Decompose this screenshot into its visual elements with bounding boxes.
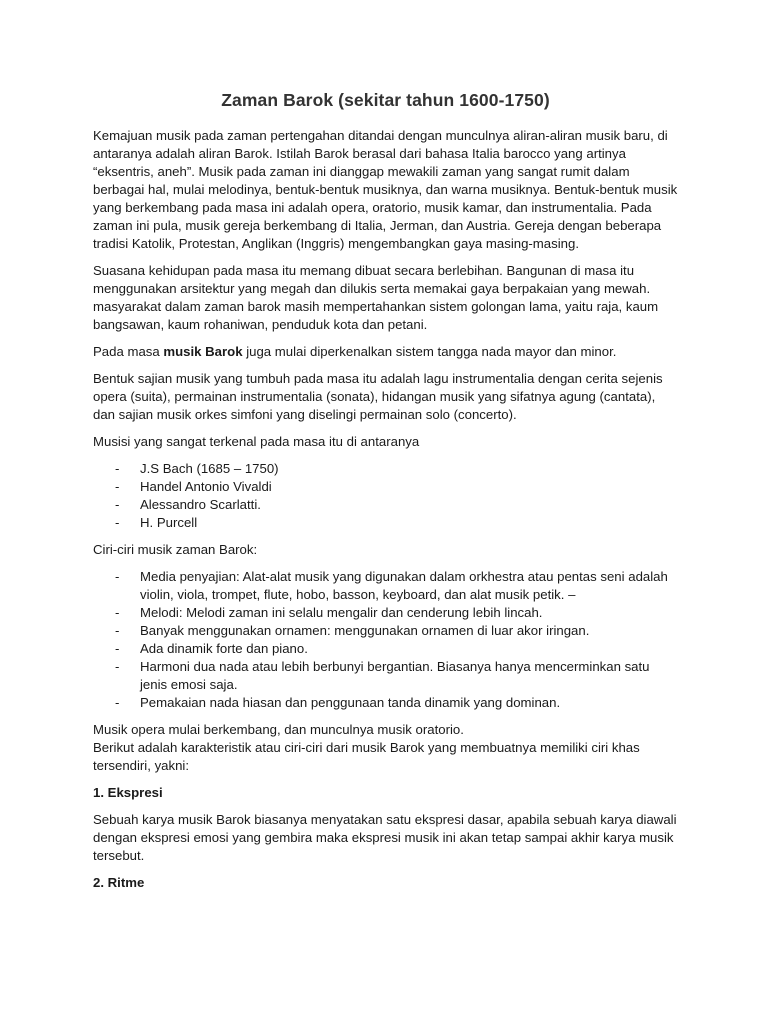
paragraph-scale-text-1: Pada masa [93, 344, 164, 359]
paragraph-society: Suasana kehidupan pada masa itu memang dibuat secara berlebihan. Bangunan di masa itu menggunakan arsitektur yang megah dan dilukis serta memakai gaya berpakaian yang mewah. masyarakat dalam zaman barok masih mempertahankan sistem golongan lama, yaitu raja, kaum bangsawan, kaum rohaniwan, penduduk kota dan petani. [93, 263, 659, 332]
list-item-text: Pemakaian nada hiasan dan penggunaan tanda dinamik yang dominan. [140, 695, 561, 710]
list-item [93, 478, 678, 496]
list-dash: - [115, 569, 120, 584]
list-item [93, 496, 678, 514]
section-heading-ritme: 2. Ritme [93, 875, 145, 890]
list-item-text: Melodi: Melodi zaman ini selalu mengalir dan cenderung lebih lincah. [140, 605, 543, 620]
paragraph-forms: Bentuk sajian musik yang tumbuh pada masa itu adalah lagu instrumentalia dengan cerita sejenis opera (suita), permainan instrumentalia (sonata), hidangan musik yang sifatnya agung (cantata), dan sajian musik orkes simfoni yang diselingi permainan solo (concerto). [93, 371, 663, 422]
list-dash: - [115, 641, 120, 656]
characteristics-list [93, 568, 678, 712]
paragraph-intro: Kemajuan musik pada zaman pertengahan ditandai dengan munculnya aliran-aliran musik baru, di antaranya adalah aliran Barok. Istilah Barok berasal dari bahasa Italia barocco yang artinya “eksentris, aneh”. Musik pada zaman ini dianggap mewakili zaman yang sangat rumit dalam berbagai hal, mulai melodinya, bentuk-bentuk musiknya, dan warna musiknya. Bentuk-bentuk musik yang berkembang pada masa ini adalah opera, oratorio, musik kamar, dan instrumentalia. Pada zaman ini pula, musik gereja berkembang di Italia, Jerman, dan Austria. Gereja dengan beberapa tradisi Katolik, Protestan, Anglikan (Inggris) mengembangkan gaya masing-masing. [93, 128, 678, 251]
list-item [93, 640, 678, 658]
paragraph-scale-text-2: juga mulai diperkenalkan sistem tangga nada mayor dan minor. [242, 344, 617, 359]
list-item-text: J.S Bach (1685 – 1750) [140, 461, 279, 476]
section-heading-ekspresi: 1. Ekspresi [93, 785, 163, 800]
list-dash: - [115, 497, 120, 512]
list-item-text: Handel Antonio Vivaldi [140, 479, 272, 494]
page-title: Zaman Barok (sekitar tahun 1600-1750) [221, 90, 550, 110]
paragraph-ekspresi: Sebuah karya musik Barok biasanya menyatakan satu ekspresi dasar, apabila sebuah karya diawali dengan ekspresi emosi yang gembira maka ekspresi musik ini akan tetap sampai akhir karya musik tersebut. [93, 812, 677, 863]
list-dash: - [115, 461, 120, 476]
list-item [93, 568, 678, 604]
list-item-text: Banyak menggunakan ornamen: menggunakan ornamen di luar akor iringan. [140, 623, 590, 638]
list-item [93, 460, 678, 478]
list-item-text: H. Purcell [140, 515, 198, 530]
list-item [93, 694, 678, 712]
paragraph-scale-bold: musik Barok [163, 344, 243, 359]
list-item-text: Alessandro Scarlatti. [140, 497, 261, 512]
list-item [93, 514, 678, 532]
list-dash: - [115, 515, 120, 530]
list-dash: - [115, 479, 120, 494]
paragraph-opera: Musik opera mulai berkembang, dan munculnya musik oratorio. [93, 722, 464, 737]
list-dash: - [115, 659, 120, 674]
list-item [93, 622, 678, 640]
paragraph-scale [93, 343, 678, 361]
list-item [93, 604, 678, 622]
list-dash: - [115, 623, 120, 638]
list-dash: - [115, 605, 120, 620]
paragraph-musicians-intro: Musisi yang sangat terkenal pada masa itu di antaranya [93, 434, 420, 449]
list-item-text: Harmoni dua nada atau lebih berbunyi bergantian. Biasanya hanya mencerminkan satu jenis emosi saja. [140, 659, 650, 692]
document-body [93, 90, 678, 901]
list-item-text: Ada dinamik forte dan piano. [140, 641, 308, 656]
list-item [93, 658, 678, 694]
musicians-list [93, 460, 678, 532]
list-dash: - [115, 695, 120, 710]
paragraph-characteristics-lead: Berikut adalah karakteristik atau ciri-ciri dari musik Barok yang membuatnya memiliki ciri khas tersendiri, yakni: [93, 740, 640, 773]
list-item-text: Media penyajian: Alat-alat musik yang digunakan dalam orkhestra atau pentas seni adalah violin, viola, trompet, flute, hobo, basson, keyboard, dan alat musik petik. – [140, 569, 668, 602]
paragraph-characteristics-intro: Ciri-ciri musik zaman Barok: [93, 542, 258, 557]
